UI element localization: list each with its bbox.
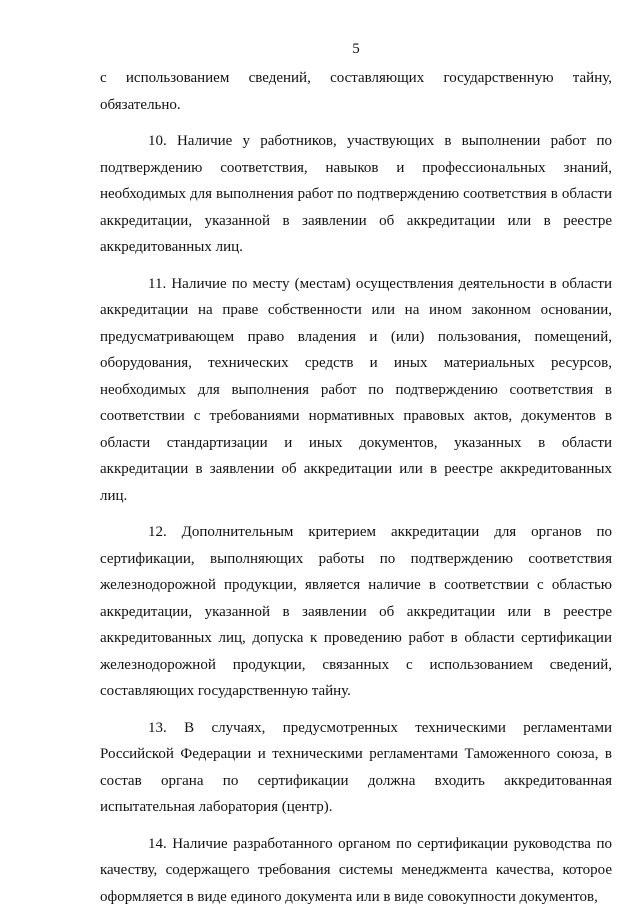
paragraph-11: 11. Наличие по месту (местам) осуществления деятельности в области аккредитации на праве собственности или на ином законном основании, предусматривающем право владения и (или) пользования, помещений, оборудования, технических средств и иных материальных ресурсов, необходимых для выполнения работ по подтверждению соответствия в соответствии с требованиями нормативных правовых актов, документов в области стандартизации и иных документов, указанных в области аккредитации в заявлении об аккредитации или в реестре аккредитованных лиц. (100, 271, 612, 510)
paragraph-13: 13. В случаях, предусмотренных техническими регламентами Российской Федерации и техническими регламентами Таможенного союза, в состав органа по сертификации должна входить аккредитованная испытательная лаборатория (центр). (100, 715, 612, 821)
paragraph-10: 10. Наличие у работников, участвующих в выполнении работ по подтверждению соответствия, навыков и профессиональных знаний, необходимых для выполнения работ по подтверждению соответствия в области аккредитации, указанной в заявлении об аккредитации или в реестре аккредитованных лиц. (100, 128, 612, 261)
paragraph-14: 14. Наличие разработанного органом по сертификации руководства по качеству, содержащего требования системы менеджмента качества, которое оформляется в виде единого документа или в виде совокупности документов, (100, 831, 612, 910)
page-number: 5 (100, 0, 612, 63)
paragraph-12: 12. Дополнительным критерием аккредитации для органов по сертификации, выполняющих работы по подтверждению соответствия железнодорожной продукции, является наличие в соответствии с областью аккредитации, указанной в заявлении об аккредитации или в реестре аккредитованных лиц, допуска к проведению работ в области сертификации железнодорожной продукции, связанных с использованием сведений, составляющих государственную тайну. (100, 519, 612, 705)
paragraph-continuation: с использованием сведений, составляющих государственную тайну, обязательно. (100, 65, 612, 118)
